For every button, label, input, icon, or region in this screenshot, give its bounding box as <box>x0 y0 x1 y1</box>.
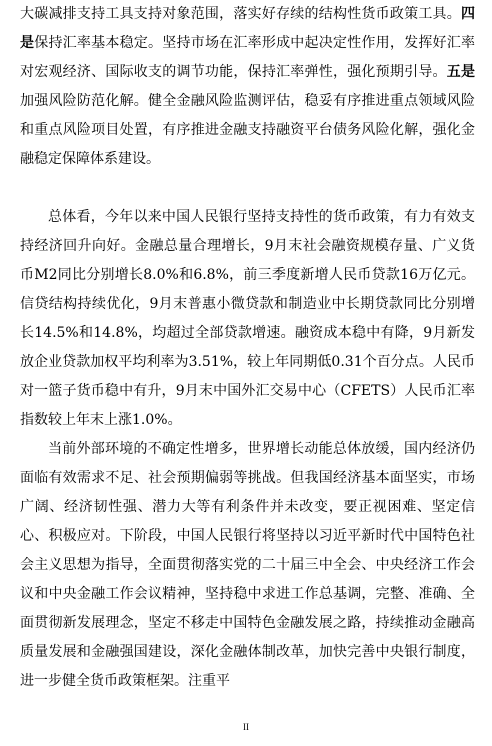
text-run: 总体看，今年以来中国人民银行坚持支持性的货币政策，有力有效支持经济回升向好。金融总量合理增长，9月末社会融资规模存量、广义货币M2同比分别增长8.0%和6.8%，前三季度新增人民币贷款16万亿元。信贷结构持续优化，9月末普惠小微贷款和制造业中长期贷款同比分别增长14.5%和14.8%，均超过全部贷款增速。融资成本稳中有降，9月新发放企业贷款加权平均利率为3.51%，较上年同期低0.31个百分点。人民币对一篮子货币稳中有升，9月末中国外汇交易中心（CFETS）人民币汇率指数较上年末上涨1.0%。 <box>20 209 475 428</box>
bold-marker-five: 五是 <box>446 64 476 80</box>
text-run: 保持汇率基本稳定。坚持市场在汇率形成中起决定性作用，发挥好汇率对宏观经济、国际收支的调节功能，保持汇率弹性，强化预期引导。 <box>20 35 476 80</box>
text-run: 大碳减排支持工具支持对象范围，落实好存续的结构性货币政策工具。 <box>20 6 461 22</box>
bold-marker-four: 四是 <box>20 6 475 51</box>
paragraph-continuation <box>20 0 475 174</box>
text-run: 当前外部环境的不确定性增多，世界增长动能总体放缓，国内经济仍面临有效需求不足、社会预期偏弱等挑战。但我国经济基本面坚实，市场广阔、经济韧性强、潜力大等有利条件并未改变，要正视困难、坚定信心、积极应对。下阶段，中国人民银行将坚持以习近平新时代中国特色社会主义思想为指导，全面贯彻落实党的二十届三中全会、中央经济工作会议和中央金融工作会议精神，坚持稳中求进工作总基调，完整、准确、全面贯彻新发展理念，坚定不移走中国特色金融发展之路，持续推动金融高质量发展和金融强国建设，深化金融体制改革，加快完善中央银行制度，进一步健全货币政策框架。注重平 <box>20 441 475 689</box>
paragraph-summary <box>20 203 475 435</box>
paragraph-outlook <box>20 435 475 696</box>
page-number: II <box>243 722 249 732</box>
text-run: 加强风险防范化解。健全金融风险监测评估，稳妥有序推进重点领域风险和重点风险项目处置，有序推进金融支持融资平台债务风险化解，强化金融稳定保障体系建设。 <box>20 93 475 167</box>
